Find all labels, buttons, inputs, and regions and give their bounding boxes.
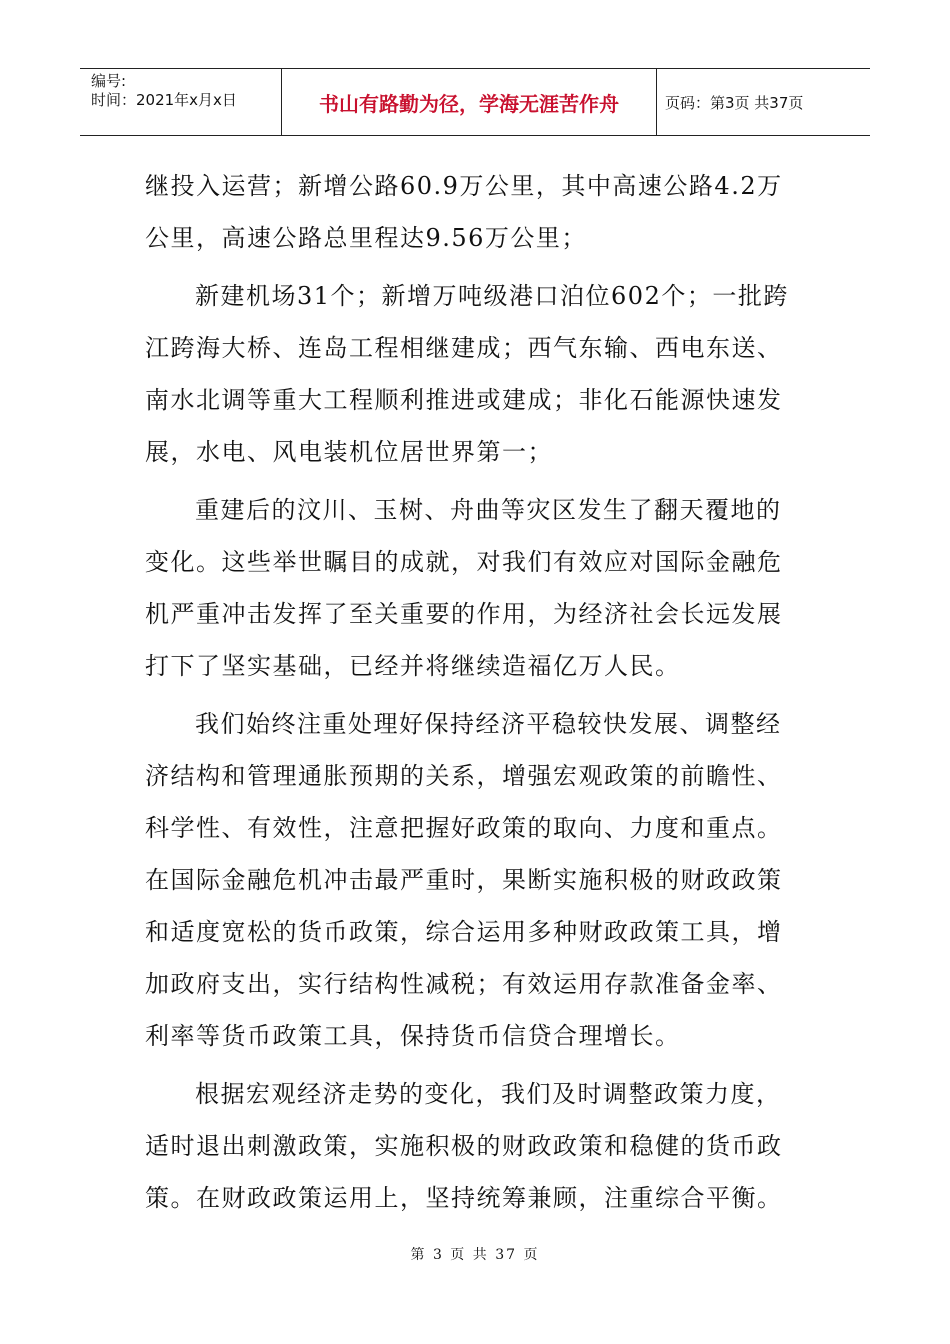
paragraph: 根据宏观经济走势的变化，我们及时调整政策力度，适时退出刺激政策，实施积极的财政政策和稳健的货币政策。在财政政策运用上，坚持统筹兼顾，注重综合平衡。	[145, 1080, 783, 1212]
paragraph: 我们始终注重处理好保持经济平稳较快发展、调整经济结构和管理通胀预期的关系，增强宏观政策的前瞻性、科学性、有效性，注意把握好政策的取向、力度和重点。在国际金融危机冲击最严重时，果断实施积极的财政政策和适度宽松的货币政策，综合运用多种财政政策工具，增加政府支出，实行结构性减税；有效运用存款准备金率、利率等货币政策工具，保持货币信贷合理增长。	[145, 710, 783, 1050]
paragraph: 重建后的汶川、玉树、舟曲等灾区发生了翻天覆地的变化。这些举世瞩目的成就，对我们有效应对国际金融危机严重冲击发挥了至关重要的作用，为经济社会长远发展打下了坚实基础，已经并将继续造福亿万人民。	[145, 496, 783, 680]
document-number-label: 编号:	[91, 72, 127, 90]
document-body	[145, 160, 800, 1230]
document-time-label: 时间：2021年x月x日	[91, 91, 237, 109]
page-header	[80, 68, 870, 136]
header-page-code: 页码：第3页 共37页	[665, 93, 804, 112]
paragraph: 继投入运营；新增公路60.9万公里，其中高速公路4.2万公里，高速公路总里程达9.56万公里；	[145, 172, 783, 252]
paragraph: 新建机场31个；新增万吨级港口泊位602个；一批跨江跨海大桥、连岛工程相继建成；西气东输、西电东送、南水北调等重大工程顺利推进或建成；非化石能源快速发展，水电、风电装机位居世界第一；	[145, 282, 789, 466]
page-footer: 第 3 页 共 37 页	[410, 1247, 540, 1263]
header-motto: 书山有路勤为径，学海无涯苦作舟	[282, 69, 657, 135]
header-meta	[80, 69, 282, 135]
